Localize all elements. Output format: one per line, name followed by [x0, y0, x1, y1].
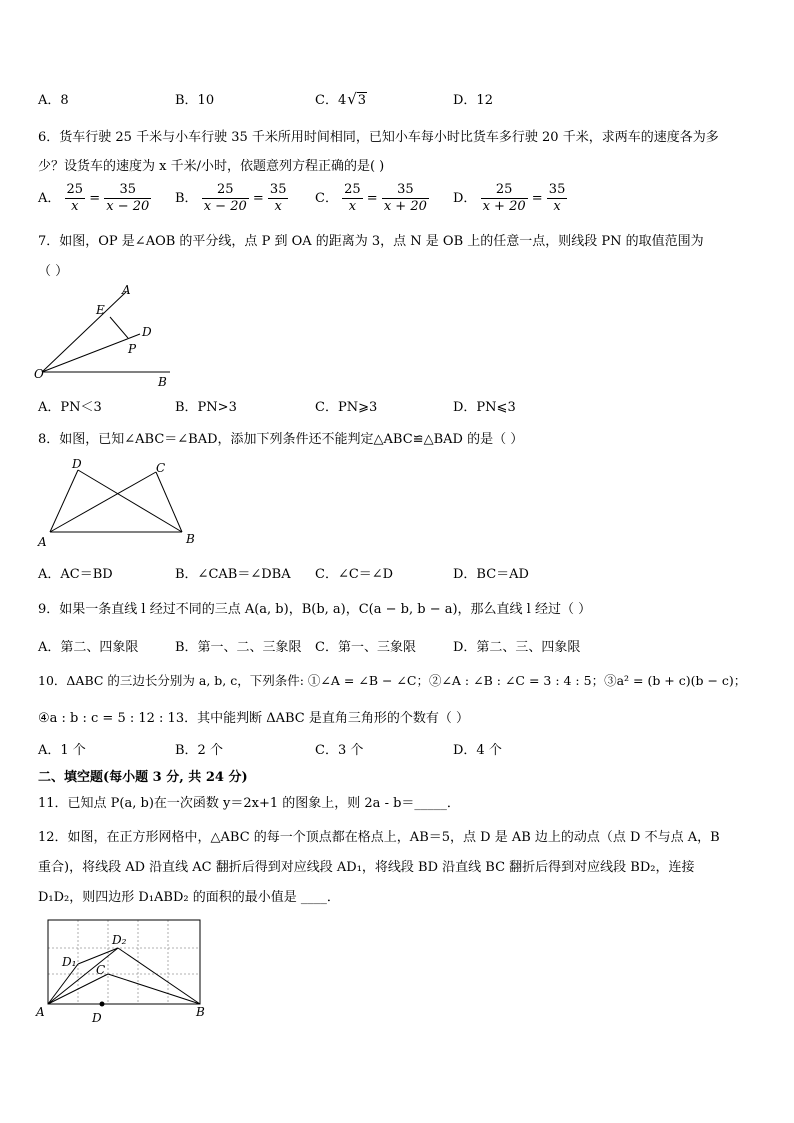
label-a: A — [122, 283, 131, 297]
q8-option-d: D．BC＝AD — [453, 567, 529, 582]
numerator: 25 — [344, 182, 361, 197]
fraction — [481, 182, 528, 215]
q9-option-a: A．第二、四象限 — [38, 640, 139, 655]
q12-line1: 12．如图，在正方形网格中，△ABC 的每一个顶点都在格点上，AB＝5，点 D 是 AB 边上的动点（点 D 不与点 A，B — [38, 830, 720, 845]
label-e: E — [96, 303, 105, 317]
label-d2: D₂ — [112, 933, 127, 947]
segment-a-d2 — [48, 948, 118, 1004]
q5-option-a: A．8 — [38, 93, 69, 108]
q6-option-label: D． — [453, 191, 477, 206]
fraction — [65, 182, 86, 215]
q8-triangles-figure — [36, 456, 206, 550]
numerator: 35 — [104, 182, 151, 199]
fraction — [342, 182, 363, 215]
q10-option-c: C．3 个 — [315, 743, 364, 758]
q6-option-label: C． — [315, 191, 338, 206]
q7-option-d: D．PN⩽3 — [453, 400, 516, 415]
denominator: x + 20 — [482, 199, 526, 214]
denominator: x + 20 — [383, 199, 427, 214]
q7-line2: （ ） — [38, 264, 69, 279]
equals-sign: = — [366, 191, 378, 206]
denominator: x — [71, 199, 79, 214]
q10-option-d: D．4 个 — [453, 743, 502, 758]
q12-line3: D₁D₂，则四边形 D₁ABD₂ 的面积的最小值是 ____． — [38, 890, 340, 905]
fraction — [547, 182, 568, 215]
q8-option-c: C．∠C＝∠D — [315, 567, 394, 582]
q10-option-b: B．2 个 — [175, 743, 223, 758]
segment-ac — [50, 472, 156, 532]
label-c: C — [156, 461, 166, 475]
segment-db — [78, 470, 182, 532]
label-d: D — [142, 325, 152, 339]
q7-angle-figure — [30, 282, 180, 390]
label-d: D — [72, 457, 82, 471]
ray-od — [42, 334, 140, 372]
q6-option-label: B． — [175, 191, 198, 206]
section-title: 二、填空题(每小题 3 分, 共 24 分) — [38, 770, 248, 785]
q6-line2: 少？设货车的速度为 x 千米/小时，依题意列方程正确的是( ) — [38, 159, 385, 174]
fraction — [202, 182, 249, 215]
q5-option-c-radicand: 3 — [357, 93, 367, 108]
numerator: 25 — [202, 182, 249, 199]
q8-line1: 8．如图，已知∠ABC＝∠BAD，添加下列条件还不能判定△ABC≌△BAD 的是（ ） — [38, 432, 524, 447]
q12-grid-figure — [34, 912, 214, 1024]
q8-option-a: A．AC＝BD — [38, 567, 113, 582]
label-b: B — [196, 1005, 205, 1019]
denominator: x — [274, 199, 282, 214]
equals-sign: = — [531, 191, 543, 206]
segment-d2-b — [118, 948, 200, 1004]
q9-line1: 9．如果一条直线 l 经过不同的三点 A(a, b)，B(b, a)，C(a − b, b − a)，那么直线 l 经过（ ） — [38, 602, 592, 617]
q6-option-b — [175, 182, 288, 215]
denominator: x — [553, 199, 561, 214]
q7-line1: 7．如图，OP 是∠AOB 的平分线，点 P 到 OA 的距离为 3，点 N 是 OB 上的任意一点，则线段 PN 的取值范围为 — [38, 234, 704, 249]
denominator: x − 20 — [203, 199, 247, 214]
q6-option-label: A． — [38, 191, 61, 206]
numerator: 25 — [481, 182, 528, 199]
q8-option-b: B．∠CAB＝∠DBA — [175, 567, 291, 582]
q12-line2: 重合)，将线段 AD 沿直线 AC 翻折后得到对应线段 AD₁，将线段 BD 沿直线 BC 翻折后得到对应线段 BD₂，连接 — [38, 860, 695, 875]
q11-line1: 11．已知点 P(a, b)在一次函数 y＝2x+1 的图象上，则 2a - b＝_____． — [38, 796, 460, 811]
q7-option-c: C．PN⩾3 — [315, 400, 378, 415]
label-a: A — [36, 1005, 45, 1019]
fraction — [382, 182, 429, 215]
denominator: x — [348, 199, 357, 214]
q9-option-b: B．第一、二、三象限 — [175, 640, 302, 655]
label-d: D — [92, 1011, 102, 1024]
fraction — [104, 182, 151, 215]
sqrt-icon: √ — [347, 90, 357, 108]
q7-option-a: A．PN＜3 — [38, 400, 102, 415]
q5-option-d: D．12 — [453, 93, 493, 108]
label-b: B — [158, 375, 167, 389]
numerator: 35 — [269, 182, 287, 197]
q5-option-c-prefix: C．4 — [315, 93, 347, 108]
q6-line1: 6．货车行驶 25 千米与小车行驶 35 千米所用时间相同，已知小车每小时比货车多行驶 20 千米，求两车的速度各为多 — [38, 130, 719, 145]
segment-pe — [110, 317, 128, 338]
label-p: P — [128, 342, 137, 356]
q5-option-b: B．10 — [175, 93, 215, 108]
point-d-dot — [100, 1002, 105, 1007]
fraction — [268, 182, 289, 215]
label-a: A — [38, 535, 47, 549]
q10-line2: ④a : b : c = 5 : 12 : 13．其中能判断 ΔABC 是直角三角形的个数有（ ） — [38, 711, 470, 726]
equals-sign: = — [89, 191, 101, 206]
q6-option-d — [453, 182, 567, 215]
label-c: C — [96, 963, 106, 977]
q7-option-b: B．PN>3 — [175, 400, 237, 415]
numerator: 25 — [66, 182, 84, 197]
q9-option-c: C．第一、三象限 — [315, 640, 416, 655]
q10-option-a: A．1 个 — [38, 743, 86, 758]
numerator: 35 — [382, 182, 429, 199]
q5-option-c — [315, 89, 367, 108]
segment-cb — [108, 974, 200, 1004]
q6-option-c — [315, 182, 429, 215]
label-b: B — [186, 532, 195, 546]
segment-ad — [50, 470, 78, 532]
segment-ac — [48, 974, 108, 1004]
label-d1: D₁ — [62, 955, 77, 969]
segment-d1-d2 — [78, 948, 118, 964]
ray-oa — [42, 292, 126, 372]
segment-cb — [156, 472, 182, 532]
label-o: O — [34, 367, 44, 381]
denominator: x − 20 — [106, 199, 150, 214]
equals-sign: = — [252, 191, 264, 206]
q6-option-a — [38, 182, 151, 215]
numerator: 35 — [548, 182, 566, 197]
q9-option-d: D．第二、三、四象限 — [453, 640, 581, 655]
q10-line1: 10．ΔABC 的三边长分别为 a, b, c，下列条件: ①∠A = ∠B − ∠C；②∠A : ∠B : ∠C = 3 : 4 : 5；③a² = (b + c)(b − c)； — [38, 673, 747, 688]
